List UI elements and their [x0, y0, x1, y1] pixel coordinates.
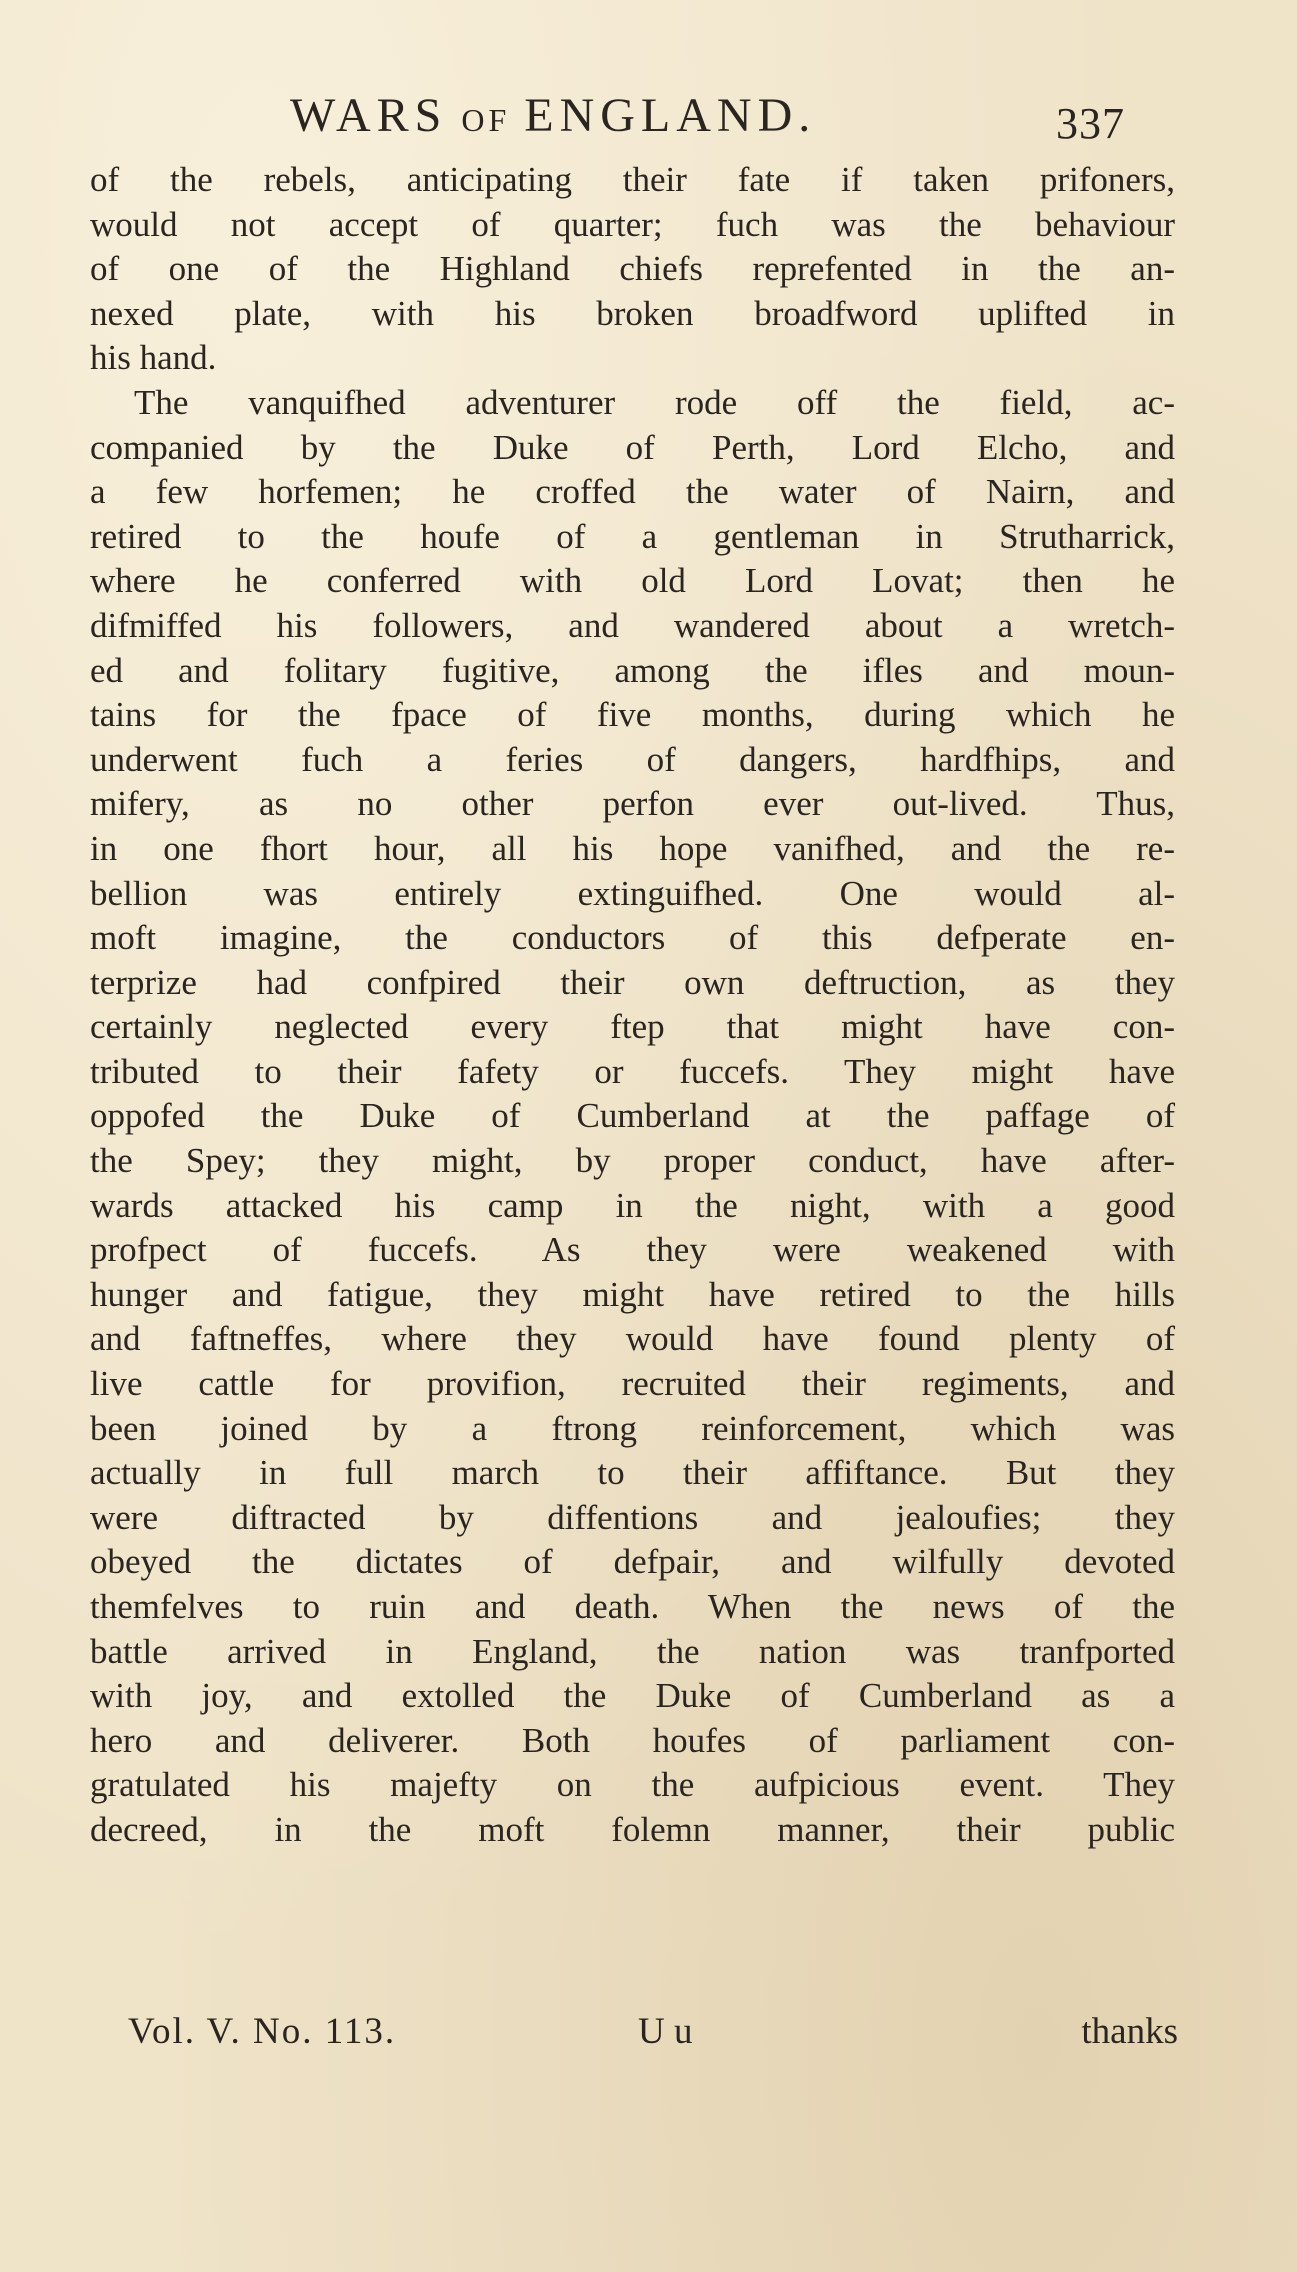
text-line: retired to the houfe of a gentleman in Strutharrick, — [90, 516, 1175, 556]
text-line: were diftracted by diffentions and jealoufies; they — [90, 1497, 1175, 1537]
text-line: where he conferred with old Lord Lovat; then he — [90, 561, 1175, 601]
text-line: actually in full march to their affiftance. But they — [90, 1453, 1175, 1493]
text-line: live cattle for provifion, recruited their regiments, and — [90, 1364, 1175, 1404]
page-footer — [128, 2010, 1178, 2060]
text-line: themfelves to ruin and death. When the news of the — [90, 1587, 1175, 1626]
signature-mark: U u — [638, 2011, 693, 2052]
text-line: would not accept of quarter; fuch was the behaviour — [90, 204, 1175, 244]
text-line: a few horfemen; he croffed the water of Nairn, and — [90, 472, 1175, 512]
text-line: ed and folitary fugitive, among the ifles and moun- — [90, 650, 1175, 690]
text-line: companied by the Duke of Perth, Lord Elcho, and — [90, 427, 1175, 467]
text-line: moft imagine, the conductors of this defperate en- — [90, 918, 1175, 958]
text-line: in one fhort hour, all his hope vanifhed, and the re- — [90, 828, 1175, 868]
text-line: decreed, in the moft folemn manner, their public — [90, 1809, 1175, 1849]
catchword: thanks — [1081, 2011, 1178, 2052]
text-line: his hand. — [90, 338, 217, 378]
text-line: mifery, as no other perfon ever out-lived. Thus, — [90, 784, 1175, 824]
body-text — [90, 158, 1175, 1853]
text-line: of the rebels, anticipating their fate if taken prifoners, — [90, 160, 1175, 199]
text-line: underwent fuch a feries of dangers, hardfhips, and — [90, 739, 1175, 779]
text-line: and faftneffes, where they would have found plenty of — [90, 1319, 1175, 1359]
page-number: 337 — [1056, 99, 1125, 148]
text-line: battle arrived in England, the nation was tranfported — [90, 1631, 1175, 1671]
text-line: bellion was entirely extinguifhed. One would al- — [90, 873, 1175, 913]
text-line: gratulated his majefty on the aufpicious event. They — [90, 1765, 1175, 1805]
text-line: obeyed the dictates of defpair, and wilfully devoted — [90, 1542, 1175, 1582]
running-head-england: ENGLAND. — [524, 89, 817, 142]
text-line: difmiffed his followers, and wandered about a wretch- — [90, 605, 1175, 645]
text-line: of one of the Highland chiefs reprefented in the an- — [90, 249, 1175, 289]
running-head-wars: WARS — [290, 89, 448, 142]
text-line: terprize had confpired their own deftruction, as they — [90, 962, 1175, 1002]
text-line: nexed plate, with his broken broadfword uplifted in — [90, 293, 1175, 333]
text-line: tributed to their fafety or fuccefs. They might have — [90, 1051, 1175, 1091]
text-line: tains for the fpace of five months, during which he — [90, 695, 1175, 735]
text-line: certainly neglected every ftep that might have con- — [90, 1007, 1175, 1047]
running-head — [290, 88, 1050, 148]
text-line: with joy, and extolled the Duke of Cumberland as a — [90, 1676, 1175, 1716]
volume-number: Vol. V. No. 113. — [128, 2011, 397, 2052]
text-line: hero and deliverer. Both houfes of parliament con- — [90, 1720, 1175, 1760]
text-line: wards attacked his camp in the night, with a good — [90, 1185, 1175, 1225]
text-line: hunger and fatigue, they might have retired to the hills — [90, 1274, 1175, 1314]
text-line: The vanquifhed adventurer rode off the field, ac- — [134, 382, 1175, 422]
running-head-of: OF — [461, 102, 511, 138]
text-line: oppofed the Duke of Cumberland at the paffage of — [90, 1096, 1175, 1136]
text-line: profpect of fuccefs. As they were weakened with — [90, 1230, 1175, 1270]
text-line: the Spey; they might, by proper conduct, have after- — [90, 1141, 1175, 1181]
text-line: been joined by a ftrong reinforcement, which was — [90, 1408, 1175, 1448]
